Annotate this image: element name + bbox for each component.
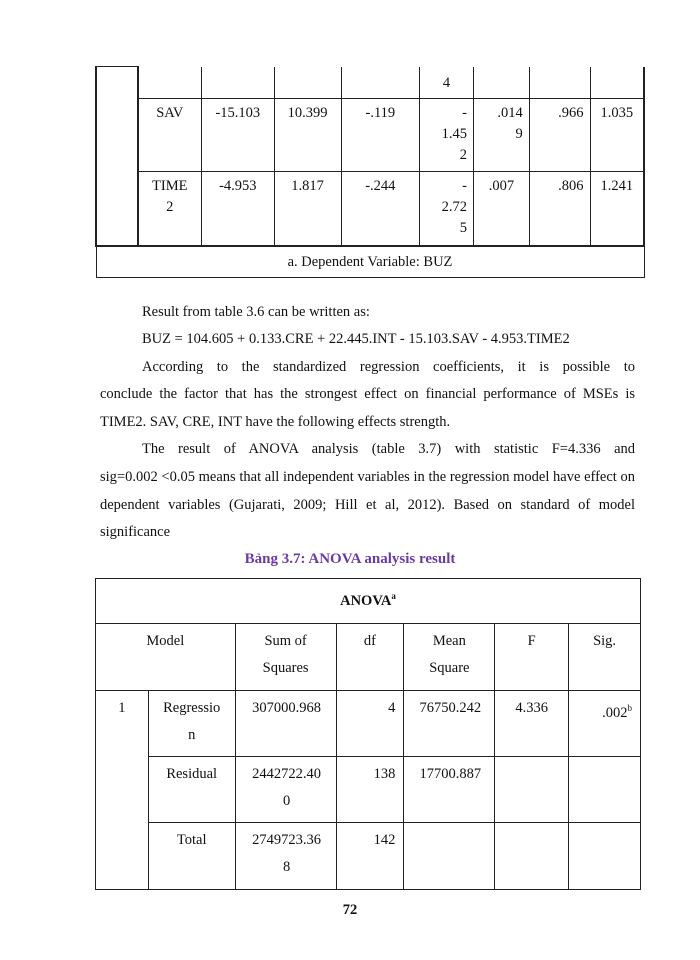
b-value: -4.953	[201, 172, 274, 246]
row-label: Total	[148, 823, 235, 890]
t-value: - 2.72 5	[420, 172, 474, 246]
paragraph-line: The result of ANOVA analysis (table 3.7) with statistic F=4.336 and	[142, 441, 635, 457]
ss-value: 2749723.36 8	[235, 823, 336, 890]
beta-value: -.244	[341, 172, 420, 246]
table-row	[96, 99, 644, 172]
b-value: -15.103	[201, 99, 274, 172]
ms-value: 17700.887	[404, 757, 495, 823]
sig-value: .007	[473, 172, 529, 246]
table-cell	[138, 67, 202, 99]
sig-value: .002	[602, 704, 628, 721]
df-value: 4	[336, 691, 404, 757]
header-model: Model	[96, 624, 236, 691]
anova-table	[95, 578, 641, 890]
table-row	[96, 823, 641, 890]
table-cell	[473, 67, 529, 99]
sig-sup: b	[627, 703, 632, 713]
table-row	[96, 172, 644, 246]
header-df: df	[336, 624, 404, 691]
df-value: 142	[336, 823, 404, 890]
f-value	[495, 757, 569, 823]
table-footnote: a. Dependent Variable: BUZ	[96, 246, 644, 278]
var-name: TIME 2	[138, 172, 202, 246]
table-caption: Bảng 3.7: ANOVA analysis result	[244, 551, 456, 567]
anova-title-sup: a	[391, 591, 396, 601]
row-label: Residual	[148, 757, 235, 823]
table-cell	[274, 67, 341, 99]
table-row	[96, 691, 641, 757]
sig-value	[569, 757, 641, 823]
table-row	[96, 67, 644, 99]
page-number: 72	[342, 902, 358, 918]
t-value: - 1.45 2	[420, 99, 474, 172]
table-row	[96, 757, 641, 823]
se-value: 10.399	[274, 99, 341, 172]
ss-value: 307000.968	[235, 691, 336, 757]
tolerance-value: .806	[529, 172, 590, 246]
regression-equation: BUZ = 104.605 + 0.133.CRE + 22.445.INT - 15.103.SAV - 4.953.TIME2	[142, 331, 570, 347]
se-value: 1.817	[274, 172, 341, 246]
table-cell	[590, 67, 644, 99]
model-cell	[96, 67, 138, 246]
ms-value	[404, 823, 495, 890]
paragraph-line: According to the standardized regression coefficients, it is possible to	[142, 359, 635, 375]
beta-value: -.119	[341, 99, 420, 172]
table-cell	[201, 67, 274, 99]
table-header-row	[96, 624, 641, 691]
paragraph-intro: Result from table 3.6 can be written as:	[142, 304, 370, 320]
row-label: Regressio n	[148, 691, 235, 757]
header-sum-of-squares: Sum of Squares	[235, 624, 336, 691]
anova-title	[96, 579, 641, 624]
paragraph-body: conclude the factor that has the strongest effect on financial performance of MSEs is TIME2. SAV, CRE, INT have the following effects strength.	[100, 386, 635, 430]
sig-cell	[569, 691, 641, 757]
table-row	[96, 579, 641, 624]
df-value: 138	[336, 757, 404, 823]
f-value: 4.336	[495, 691, 569, 757]
table-cell	[529, 67, 590, 99]
ms-value: 76750.242	[404, 691, 495, 757]
tolerance-value: .966	[529, 99, 590, 172]
var-name: SAV	[138, 99, 202, 172]
vif-value: 1.241	[590, 172, 644, 246]
anova-title-text: ANOVA	[340, 592, 392, 609]
sig-value: .014 9	[473, 99, 529, 172]
paragraph-body: sig=0.002 <0.05 means that all independent variables in the regression model have effect on dependent variables (Gujarati, 2009; Hill et al, 2012). Based on standard of model significance	[100, 469, 635, 540]
ss-value: 2442722.40 0	[235, 757, 336, 823]
model-number: 1	[96, 691, 149, 890]
t-value-fragment: 4	[420, 67, 474, 99]
coefficients-table	[95, 66, 645, 278]
header-f: F	[495, 624, 569, 691]
table-cell	[341, 67, 420, 99]
header-mean-square: Mean Square	[404, 624, 495, 691]
vif-value: 1.035	[590, 99, 644, 172]
f-value	[495, 823, 569, 890]
table-footer-row	[96, 246, 644, 278]
header-sig: Sig.	[569, 624, 641, 691]
sig-value	[569, 823, 641, 890]
